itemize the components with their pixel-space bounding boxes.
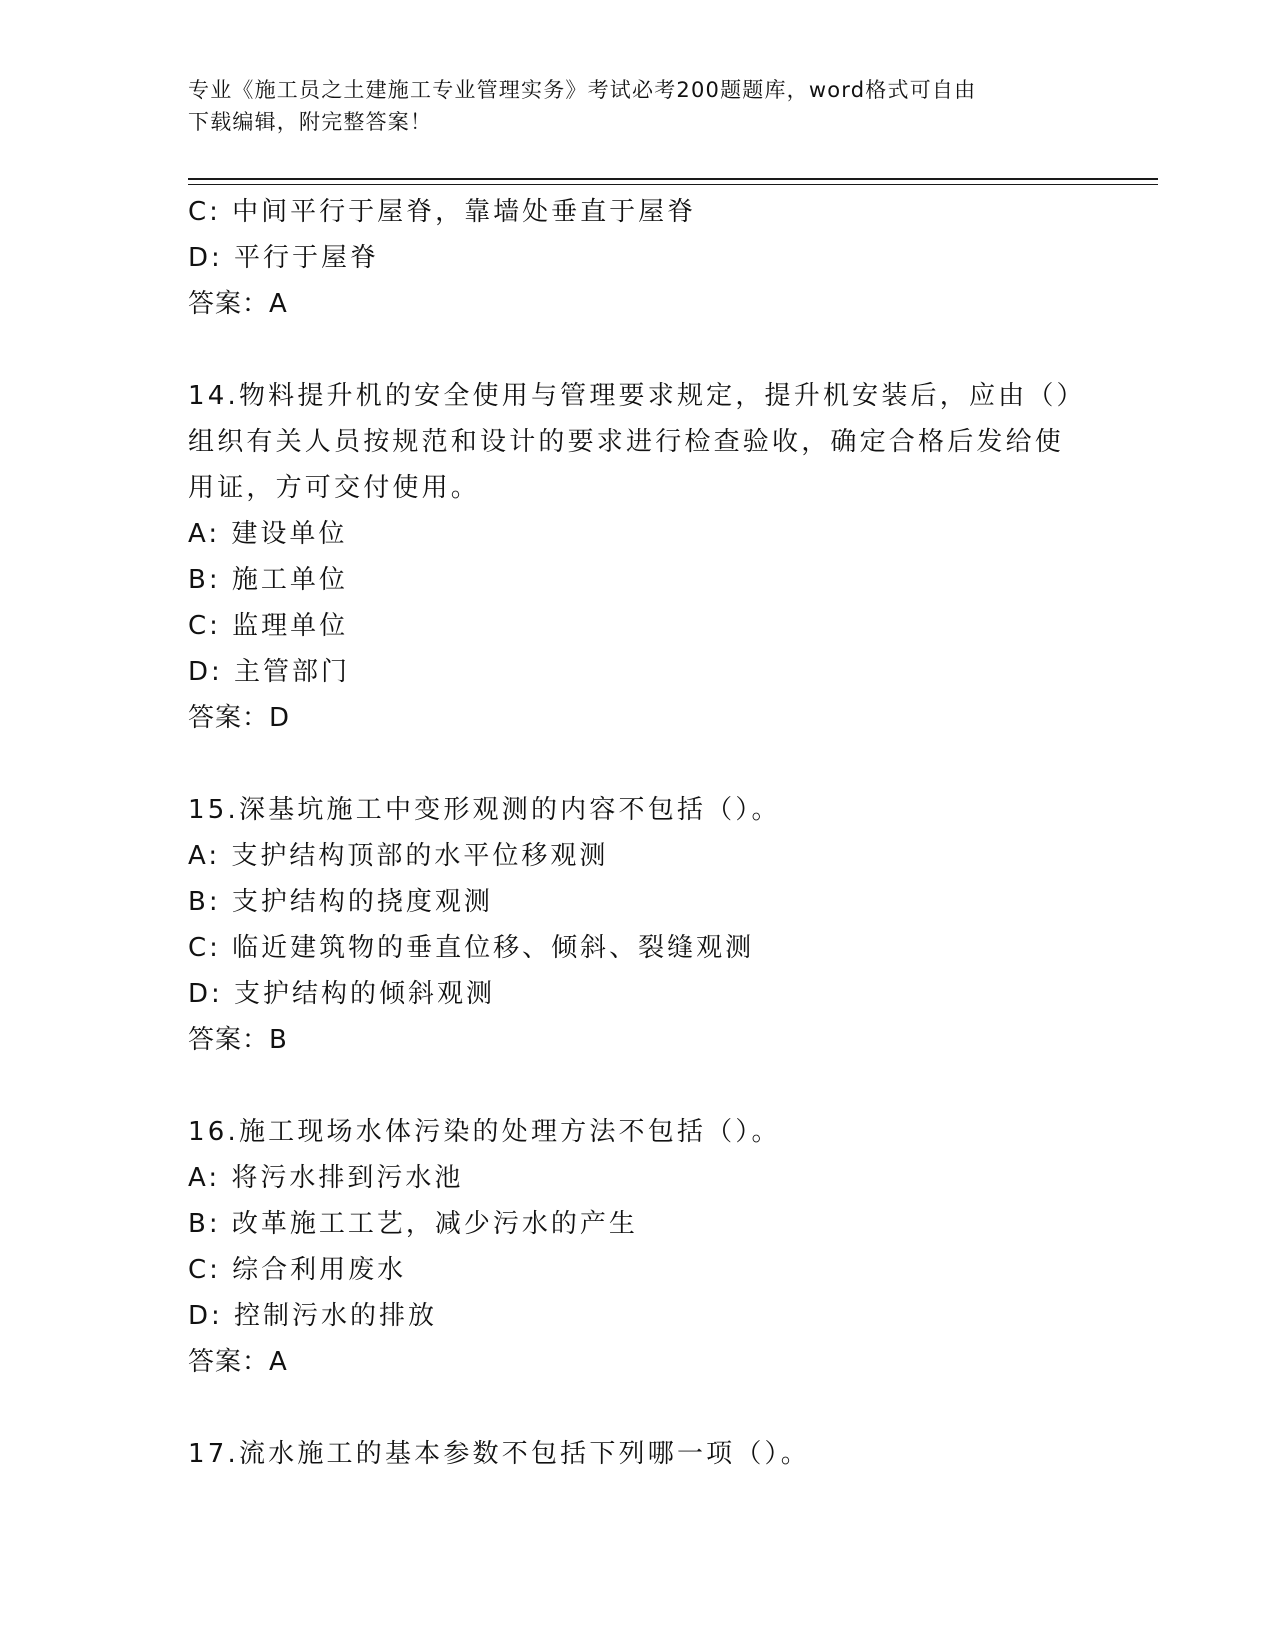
option-c: C: 监理单位 bbox=[188, 611, 349, 641]
option-b: B: 改革施工工艺，减少污水的产生 bbox=[188, 1209, 638, 1239]
header-divider-thick bbox=[188, 178, 1158, 180]
option-b: B: 支护结构的挠度观测 bbox=[188, 887, 493, 917]
option-a: A: 建设单位 bbox=[188, 519, 348, 549]
answer: 答案：B bbox=[188, 1025, 288, 1055]
option-d: D: 平行于屋脊 bbox=[188, 243, 380, 273]
option-a: A: 支护结构顶部的水平位移观测 bbox=[188, 841, 609, 871]
spacer bbox=[188, 741, 1088, 787]
spacer bbox=[188, 1385, 1088, 1431]
document-header bbox=[188, 74, 1088, 138]
question-text-line: 17.流水施工的基本参数不包括下列哪一项（）。 bbox=[188, 1439, 810, 1469]
spacer bbox=[188, 327, 1088, 373]
option-a: A: 将污水排到污水池 bbox=[188, 1163, 464, 1193]
option-c: C: 中间平行于屋脊，靠墙处垂直于屋脊 bbox=[188, 197, 697, 227]
answer: 答案：D bbox=[188, 703, 291, 733]
question-content bbox=[188, 189, 1088, 1477]
option-d: D: 主管部门 bbox=[188, 657, 351, 687]
question-text-line: 14.物料提升机的安全使用与管理要求规定，提升机安装后，应由（） bbox=[188, 381, 1086, 411]
option-b: B: 施工单位 bbox=[188, 565, 348, 595]
question-text-line: 组织有关人员按规范和设计的要求进行检查验收，确定合格后发给使 bbox=[188, 427, 1065, 457]
question-text-line: 16.施工现场水体污染的处理方法不包括（）。 bbox=[188, 1117, 781, 1147]
answer: 答案：A bbox=[188, 289, 288, 319]
question-17 bbox=[188, 1431, 1088, 1477]
option-c: C: 综合利用废水 bbox=[188, 1255, 407, 1285]
spacer bbox=[188, 1063, 1088, 1109]
answer: 答案：A bbox=[188, 1347, 288, 1377]
option-d: D: 支护结构的倾斜观测 bbox=[188, 979, 496, 1009]
header-line-1: 专业《施工员之土建施工专业管理实务》考试必考200题题库，word格式可自由 bbox=[188, 78, 977, 102]
header-divider-thin bbox=[188, 184, 1158, 185]
question-14 bbox=[188, 373, 1088, 741]
question-13-continued bbox=[188, 189, 1088, 327]
question-text-line: 15.深基坑施工中变形观测的内容不包括（）。 bbox=[188, 795, 781, 825]
question-15 bbox=[188, 787, 1088, 1063]
header-line-2: 下载编辑，附完整答案！ bbox=[188, 110, 433, 134]
option-d: D: 控制污水的排放 bbox=[188, 1301, 438, 1331]
option-c: C: 临近建筑物的垂直位移、倾斜、裂缝观测 bbox=[188, 933, 755, 963]
question-text-line: 用证，方可交付使用。 bbox=[188, 473, 481, 503]
question-16 bbox=[188, 1109, 1088, 1385]
